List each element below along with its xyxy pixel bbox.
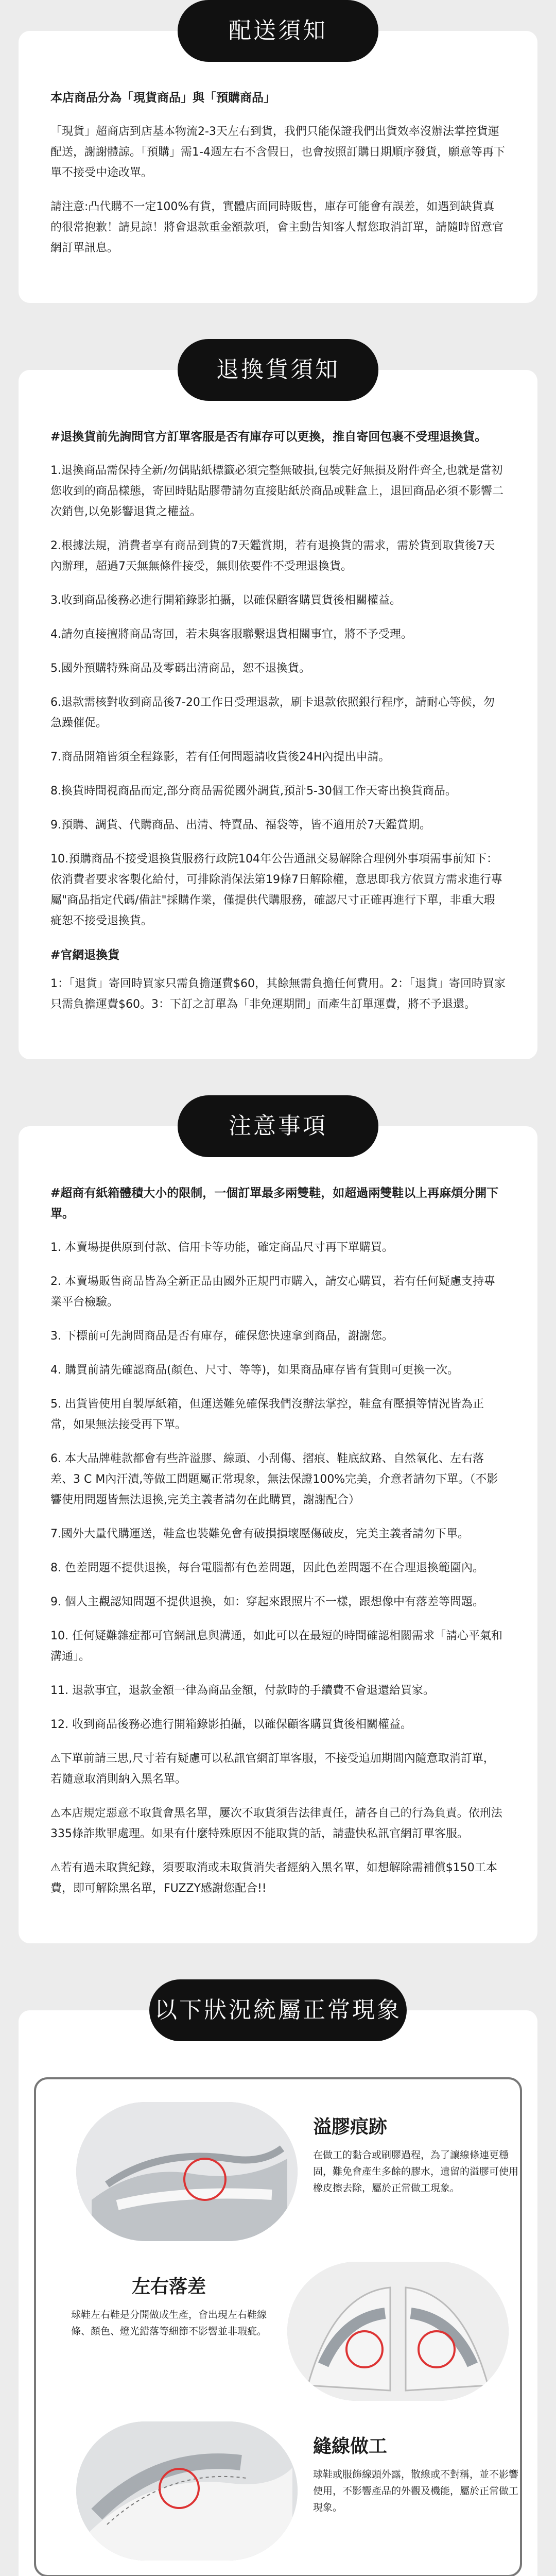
notes-title: 注意事項: [178, 1095, 378, 1157]
notes-paragraph: 12. 收到商品後務必進行開箱錄影拍攝，以確保顧客購買貨後相關權益。: [50, 1718, 412, 1731]
phenomenon-item: [45, 2251, 511, 2406]
returns-card: [19, 370, 537, 1059]
stitching-photo: [76, 2421, 298, 2561]
returns-paragraph: 1.退換商品需保持全新/勿偶貼紙標籤必須完整無破損,包裝完好無損及附件齊全,也就是當初您收到的商品樣態，寄回時貼貼膠帶請勿直接貼紙於商品或鞋盒上，退回商品必須不影響二次銷售,以免影響退貨之權益。: [50, 464, 504, 518]
phenomenon-desc: 球鞋左右鞋是分開做成生產，會出現左右鞋線條、顏色、燈光錯落等細節不影響並非瑕疵。: [71, 2309, 267, 2337]
phenomenon-text: [313, 2432, 519, 2516]
returns-paragraph: 4.請勿直接擅將商品寄回，若未與客服聯繫退貨相關事宜，將不予受理。: [50, 628, 412, 641]
returns-paragraph: 10.預購商品不接受退換貨服務行政院104年公告通訊交易解除合理例外事項需事前知下：依消費者要求客製化給付，可排除消保法第19條7日解除權，意思即我方依買方需求進行專屬"商品指定代碼/備註"採購作業，僅提供代購服務，確認尺寸正確再進行下單，非重大瑕疵恕不接受退換貨。: [50, 853, 502, 927]
returns-paragraph: 1：「退貨」寄回時買家只需負擔運費$60，其餘無需負擔任何費用。2：「退貨」寄回時買家只需負擔運費$60。3：下訂之訂單為「非免運期間」而產生訂單運費，將不予退還。: [50, 977, 506, 1011]
notes-paragraph: 8. 色差問題不提供退換，每台電腦都有色差問題，因此色差問題不在合理退換範圍內。: [50, 1562, 484, 1574]
notes-paragraph: ⚠若有過未取貨紀錄，須要取消或未取貨消失者經納入黑名單，如想解除需補償$150工本費，即可解除黑名單，FUZZY感謝您配合!!: [50, 1861, 497, 1895]
phenomenon-item: [45, 2411, 519, 2566]
phenomena-card: [19, 2010, 537, 2576]
phenomenon-text: [313, 2112, 519, 2196]
phenomenon-item: [45, 2092, 519, 2246]
glue-photo: [76, 2102, 298, 2241]
delivery-section: [0, 0, 556, 303]
returns-paragraph: 8.換貨時間視商品而定,部分商品需從國外調貨,預計5-30個工作天寄出換貨商品。: [50, 785, 457, 798]
returns-paragraph: 2.根據法規，消費者享有商品到貨的7天鑑賞期，若有退換貨的需求，需於貨到取貨後7天內辦理，超過7天無無條件接受，無則依要件不受理退換貨。: [50, 539, 495, 573]
notes-paragraph: 10. 任何疑難雜症都可官網訊息與溝通，如此可以在最短的時間確認相關需求「請心平氣和溝通」。: [50, 1630, 502, 1663]
phenomena-section: [0, 1979, 556, 2576]
phenomenon-text: [66, 2272, 272, 2340]
returns-paragraph: 7.商品開箱皆須全程錄影，若有任何問題請收貨後24H內提出申請。: [50, 751, 390, 764]
phenomenon-title: 左右落差: [131, 2276, 206, 2297]
phenomenon-desc: 在做工的黏合或刷膠過程，為了讓線條連更穩固，難免會產生多餘的膠水，遺留的溢膠可使用橡皮擦去除，屬於正常做工現象。: [313, 2149, 519, 2194]
phenomenon-title: 溢膠痕跡: [313, 2116, 388, 2138]
notes-paragraph: 3. 下標前可先詢問商品是否有庫存，確保您快速拿到商品，謝謝您。: [50, 1330, 393, 1343]
delivery-paragraph: 本店商品分為「現貨商品」與「預購商品」: [50, 91, 275, 105]
phenomenon-desc: 球鞋或服飾線頭外露，散線或不對稱，並不影響使用，不影響產品的外觀及機能，屬於正常做工現象。: [313, 2469, 519, 2513]
delivery-title: 配送須知: [178, 0, 378, 62]
delivery-card: [19, 31, 537, 303]
notes-paragraph: 1. 本賣場提供原到付款、信用卡等功能，確定商品尺寸再下單購買。: [50, 1241, 393, 1254]
returns-paragraph: #退換貨前先詢問官方訂單客服是否有庫存可以更換，推自寄回包裹不受理退換貨。: [50, 430, 487, 444]
returns-paragraph: 6.退款需核對收到商品後7-20工作日受理退款，刷卡退款依照銀行程序，請耐心等候，勿急躁催促。: [50, 696, 495, 730]
sneaker-pair-icon: [287, 2262, 509, 2401]
notes-section: [0, 1095, 556, 1943]
returns-paragraph: 9.預購、調貨、代購商品、出清、特賣品、福袋等，皆不適用於7天鑑賞期。: [50, 819, 431, 832]
notes-paragraph: 4. 購買前請先確認商品(顏色、尺寸、等等)，如果商品庫存皆有貨則可更換一次。: [50, 1364, 459, 1377]
phenomena-title: 以下狀況統屬正常現象: [149, 1979, 407, 2041]
notes-paragraph: ⚠下單前請三思,尺寸若有疑慮可以私訊官網訂單客服，不接受追加期間內隨意取消訂單，若隨意取消則納入黑名單。: [50, 1752, 495, 1786]
returns-paragraph: 3.收到商品後務必進行開箱錄影拍攝，以確保顧客購買貨後相關權益。: [50, 594, 401, 607]
sneaker-closeup-icon: [76, 2102, 298, 2241]
delivery-paragraph: 「現貨」超商店到店基本物流2-3天左右到貨，我們只能保證我們出貨效率沒辦法掌控貨運配送，謝謝體諒。「預購」需1-4週左右不含假日，也會按照訂購日期順序發貨，願意等再下單不接受中途改單。: [50, 125, 505, 179]
notes-paragraph: ⚠本店規定惡意不取貨會黑名單，屢次不取貨須告法律責任，請各自己的行為負責。依刑法335條詐欺罪處理。如果有什麼特殊原因不能取貨的話，請盡快私訊官網訂單客服。: [50, 1807, 502, 1840]
notes-paragraph: #超商有紙箱體積大小的限制，一個訂單最多兩雙鞋，如超過兩雙鞋以上再麻煩分開下單。: [50, 1187, 499, 1221]
notes-paragraph: 6. 本大品牌鞋款都會有些許溢膠、線頭、小刮傷、摺痕、鞋底紋路、自然氧化、左右落差、3 C M內汗漬,等做工問題屬正常現象，無法保證100%完美，介意者請勿下單。（不影響使用問題皆無法退換,完美主義者請勿在此購買，謝謝配合）: [50, 1452, 498, 1506]
delivery-paragraph: 請注意:凸代購不一定100%有貨，實體店面同時販售，庫存可能會有誤差，如遇到缺貨真的很常抱歉！請見諒！將會退款重金額款項，會主動告知客人幫您取消訂單，請隨時留意官網訂單訊息。: [50, 200, 504, 255]
notes-paragraph: 5. 出貨皆使用自製厚紙箱，但運送難免確保我們沒辦法掌控，鞋盒有壓損等情況皆為正常，如果無法接受再下單。: [50, 1398, 484, 1431]
notes-paragraph: 7.國外大量代購運送，鞋盒也裝難免會有破損損壞壓傷破皮，完美主義者請勿下單。: [50, 1528, 469, 1540]
notes-paragraph: 11. 退款事宜，退款金額一律為商品金額，付款時的手續費不會退還給買家。: [50, 1684, 435, 1697]
notes-paragraph: 9. 個人主觀認知問題不提供退換，如：穿起來跟照片不一樣，跟想像中有落差等問題。: [50, 1596, 484, 1608]
notes-paragraph: 2. 本賣場販售商品皆為全新正品由國外正規門市購入，請安心購買，若有任何疑慮支持專業平台檢驗。: [50, 1275, 495, 1309]
phenomena-panel: [34, 2077, 522, 2576]
sneaker-stitch-icon: [76, 2421, 298, 2561]
returns-title: 退換貨須知: [178, 339, 378, 401]
phenomenon-title: 縫線做工: [313, 2436, 388, 2457]
returns-paragraph: 5.國外預購特殊商品及零碼出清商品，恕不退換貨。: [50, 662, 310, 675]
left-right-photo: [287, 2262, 509, 2401]
returns-paragraph: #官網退換貨: [50, 948, 120, 962]
notes-card: [19, 1126, 537, 1943]
returns-section: [0, 339, 556, 1059]
